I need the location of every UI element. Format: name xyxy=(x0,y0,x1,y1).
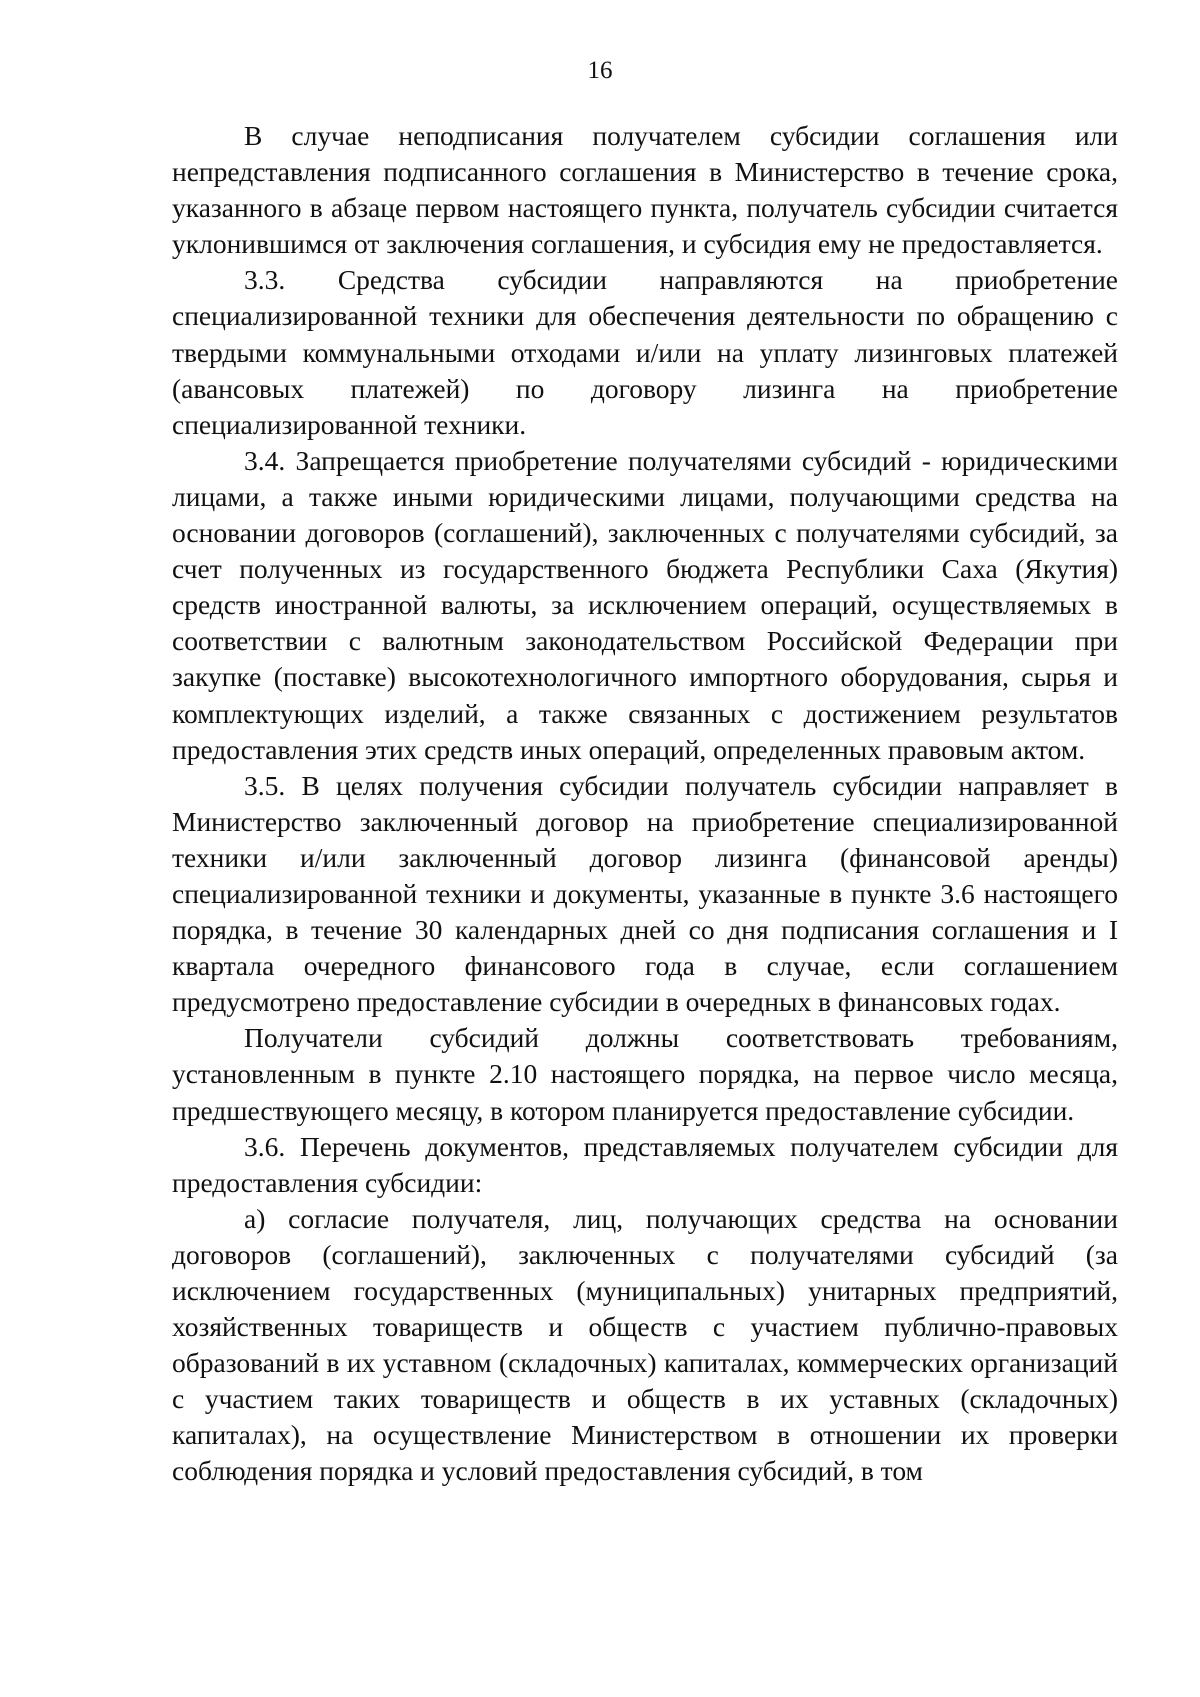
document-body xyxy=(172,118,1118,1490)
paragraph-3-6-a: а) согласие получателя, лиц, получающих средства на основании договоров (соглашений), заключенных с получателями субсидий (за исключением государственных (муниципальных) унитарных предприятий, хозяйственных товариществ и обществ с участием публично-правовых образований в их уставном (складочных) капиталах, коммерческих организаций с участием таких товариществ и обществ в их уставных (складочных) капиталах), на осуществление Министерством в отношении их проверки соблюдения порядка и условий предоставления субсидий, в том xyxy=(172,1202,1118,1487)
paragraph-refusal-to-sign: В случае неподписания получателем субсидии соглашения или непредставления подписанного соглашения в Министерство в течение срока, указанного в абзаце первом настоящего пункта, получатель субсидии считается уклонившимся от заключения соглашения, и субсидия ему не предоставляется. xyxy=(172,120,1118,260)
paragraph-3-6: 3.6. Перечень документов, представляемых получателем субсидии для предоставления субсидии: xyxy=(172,1130,1118,1198)
paragraph-3-5: 3.5. В целях получения субсидии получатель субсидии направляет в Министерство заключенный договор на приобретение специализированной техники и/или заключенный договор лизинга (финансовой аренды) специализированной техники и документы, указанные в пункте 3.6 настоящего порядка, в течение 30 календарных дней со дня подписания соглашения и I квартала очередного финансового года в случае, если соглашением предусмотрено предоставление субсидии в очередных в финансовых годах. xyxy=(172,769,1118,1018)
paragraph-recipients-requirements: Получатели субсидий должны соответствовать требованиям, установленным в пункте 2.10 настоящего порядка, на первое число месяца, предшествующего месяцу, в котором планируется предоставление субсидии. xyxy=(172,1022,1118,1126)
paragraph-3-3: 3.3. Средства субсидии направляются на приобретение специализированной техники для обеспечения деятельности по обращению с твердыми коммунальными отходами и/или на уплату лизинговых платежей (авансовых платежей) по договору лизинга на приобретение специализированной техники. xyxy=(172,264,1118,440)
paragraph-3-4: 3.4. Запрещается приобретение получателями субсидий - юридическими лицами, а также иными юридическими лицами, получающими средства на основании договоров (соглашений), заключенных с получателями субсидий, за счет полученных из государственного бюджета Республики Саха (Якутия) средств иностранной валюты, за исключением операций, осуществляемых в соответствии с валютным законодательством Российской Федерации при закупке (поставке) высокотехнологичного импортного оборудования, сырья и комплектующих изделий, а также связанных с достижением результатов предоставления этих средств иных операций, определенных правовым актом. xyxy=(172,444,1118,765)
page-number: 16 xyxy=(587,57,613,84)
